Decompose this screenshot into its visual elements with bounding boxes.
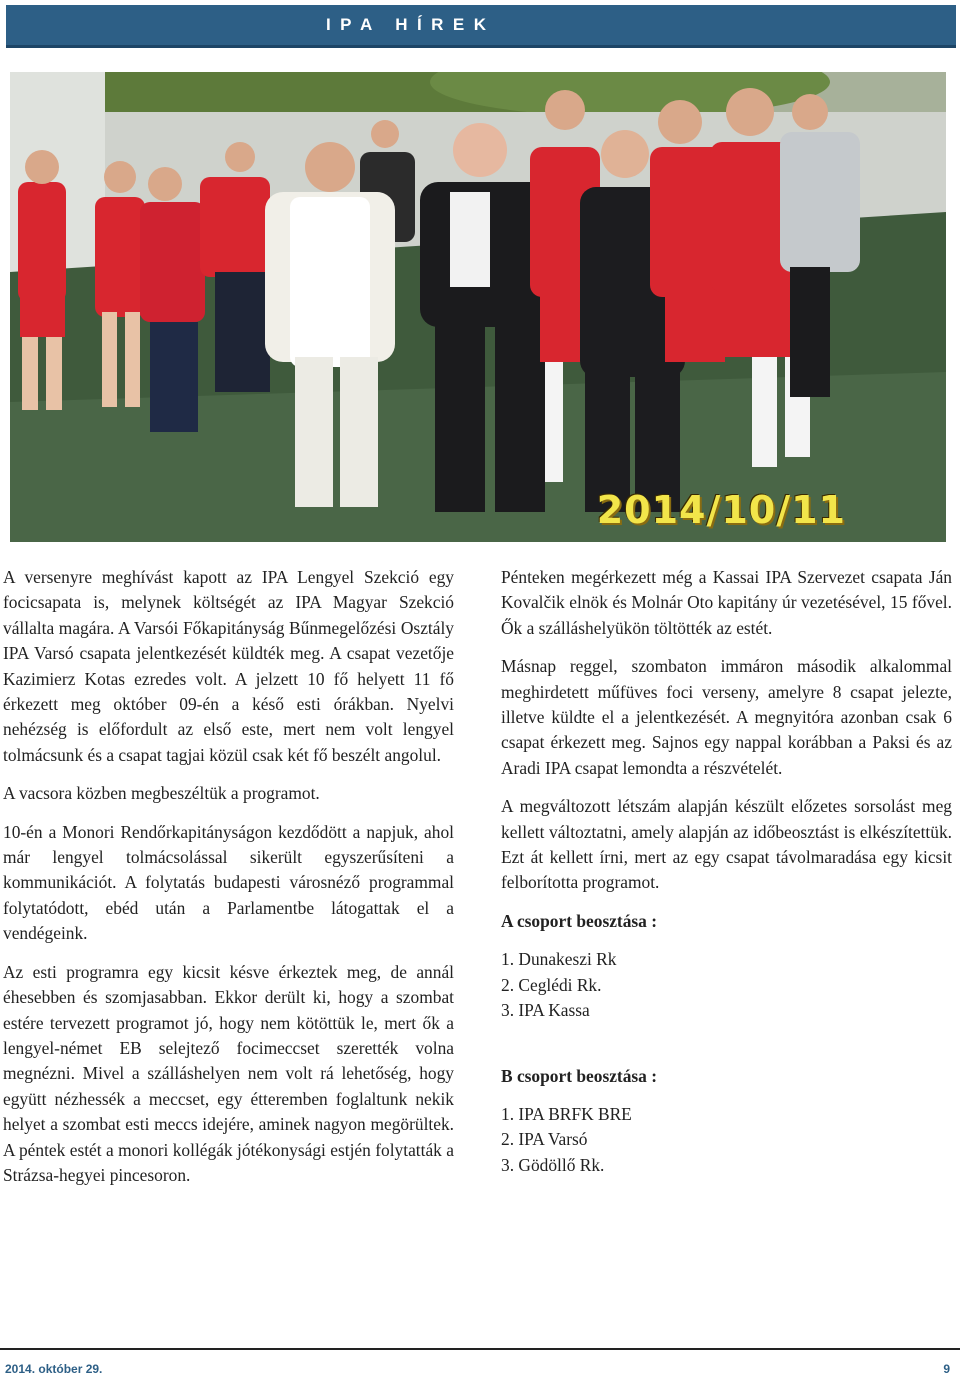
right-column	[501, 565, 952, 1191]
article-paragraph: A versenyre meghívást kapott az IPA Lengyel Szekció egy focicsapata is, melynek költségét az IPA Magyar Szekció vállalta magára. A Varsói Főkapitányság Bűnmegelőzési Osztály IPA Varsó csapata jelentkezését küldték meg. A csapat vezetője Kazimierz Kotas ezredes volt. A jelzett 10 fő helyett 11 fő érkezett meg október 09-én a késő esti órákban. Nyelvi nehézség is előfordult az első este, mert nem volt lengyel tolmácsunk és a csapat tagjai közül csak két fő beszélt angolul.	[3, 567, 454, 765]
article-paragraph: Pénteken megérkezett még a Kassai IPA Szervezet csapata Ján Kovalčik elnök és Molnár Oto kapitány úr vezetésével, 15 fővel. Ők a szálláshelyükön töltötték az estét.	[501, 567, 952, 638]
team-photo	[10, 72, 946, 542]
list-item: 2. Ceglédi Rk.	[501, 974, 602, 995]
article-paragraph: 10-én a Monori Rendőrkapitányságon kezdődött a napjuk, ahol már lengyel tolmácsolással sikerült egyszerűsíteni a kommunikációt. A folytatás budapesti városnéző programmal folytatódott, ebéd után a Parlamentbe látogattak el a vendégeink.	[3, 821, 454, 944]
team-photo-illustration	[10, 72, 946, 542]
group-a-list	[501, 947, 952, 1023]
list-item: 1. Dunakeszi Rk	[501, 949, 617, 970]
article-paragraph: Az esti programra egy kicsit késve érkeztek meg, de annál éhesebben és szomjasabban. Ekkor derült ki, hogy a szombat estére tervezett programot jó, hogy nem kötöttük le, mert ők a lengyel-német EB selejtező focimeccset szerették volna megnézni. Mivel a szálláshelyen nem volt rá lehetőség, hogy együtt nézhessék a meccset, egy étteremben foglaltunk nekik helyet a szombat esti meccs idejére, aminek nagyon megörültek. A péntek estét a monori kollégák jótékonysági estjén folytatták a Strázsa-hegyei pincesoron.	[3, 961, 454, 1185]
spacer	[501, 1037, 952, 1064]
list-item: 1. IPA BRFK BRE	[501, 1103, 632, 1124]
article-paragraph: A vacsora közben megbeszéltük a programot.	[3, 783, 320, 804]
header-bar	[6, 5, 956, 48]
left-column	[3, 565, 454, 1201]
article-paragraph: A megváltozott létszám alapján készült előzetes sorsolást meg kellett változtatni, amely alapján az időbeosztást is elkészítettük. Ezt át kellett írni, mert az egy csapat távolmaradása egy kicsit felborította programot.	[501, 796, 952, 893]
group-a-heading: A csoport beosztása :	[501, 910, 658, 931]
list-item: 2. IPA Varsó	[501, 1129, 588, 1150]
list-item: 3. IPA Kassa	[501, 1000, 590, 1021]
list-item: 3. Gödöllő Rk.	[501, 1154, 605, 1175]
group-b-heading: B csoport beosztása :	[501, 1065, 658, 1086]
page-number: 9	[943, 1362, 950, 1376]
footer-divider	[0, 1348, 960, 1350]
photo-date-stamp: 2014/10/11	[596, 488, 846, 532]
group-b-list	[501, 1102, 952, 1178]
article-paragraph: Másnap reggel, szombaton immáron második alkalommal meghirdetett műfüves foci verseny, amelyre 8 csapat jelezte, illetve küldte el a jelentkezését. A megnyitóra azonban csak 6 csapat érkezett meg. Sajnos egy nappal korábban a Paksi és az Aradi IPA csapat lemondta a részvételét.	[501, 656, 952, 778]
header-title: I P A H Í R E K	[326, 15, 486, 34]
footer-date: 2014. október 29.	[5, 1362, 103, 1376]
